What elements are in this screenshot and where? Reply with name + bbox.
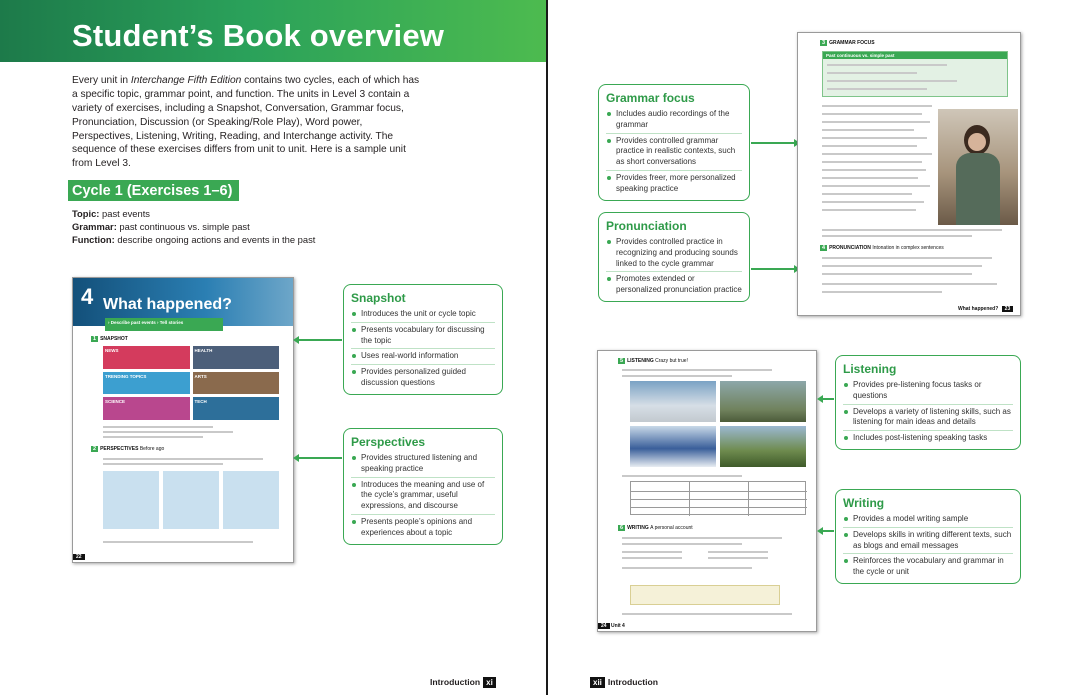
list-item: Presents vocabulary for discussing the topic [351,325,495,350]
pronunciation-title: Pronunciation [606,219,687,233]
perspectives-notes [103,471,279,529]
tile-health: HEALTH [193,346,280,369]
grammar-focus-list [606,109,742,195]
tile-tech: TECH [193,397,280,420]
unit-title: What happened? [103,296,232,313]
listening-page-footer: 24 Unit 4 [598,623,625,629]
list-item: Uses real-world information [351,351,495,365]
tile-news: NEWS [103,346,190,369]
list-item: Introduces the meaning and use of the cycle’s grammar, useful expressions, and discourse [351,480,495,515]
grammar-heading: 3 GRAMMAR FOCUS [822,40,875,46]
perspectives-title: Perspectives [351,435,426,449]
grammar-focus-callout [598,84,750,201]
listening-connector [822,398,834,400]
cycle-meta: Topic: past events Grammar: past continuous vs. simple past Function: describe ongoing actions and events in the past [72,208,316,245]
list-item: Presents people’s opinions and experiences about a topic [351,517,495,539]
listening-page-thumbnail [597,350,817,632]
right-footer-label: Introduction [607,677,659,687]
list-item: Promotes extended or personalized pronunciation practice [606,274,742,296]
right-page-number: xii [590,677,605,688]
topic-value: past events [102,208,150,219]
unit-snapshot-heading: 1 SNAPSHOT [93,336,128,342]
grammar-focus-connector [751,142,795,144]
right-footer [587,677,658,688]
intro-paragraph: Every unit in Interchange Fifth Edition contains two cycles, each of which has a specific topic, grammar point, and function. The units in Level 3 contain a variety of exercises, including a Snapshot, Conversation, Grammar focus, Pronunciation, Discussion (or Speaking/Role Play), Word power, Perspectives, Listening, Writing, Reading, and Interchange activity. The sequence of these exercises differs from unit to unit. Here is a sample unit from Level 3. [72,75,420,170]
pronunciation-heading: 4 PRONUNCIATION Intonation in complex sentences [822,245,944,251]
writing-list [843,514,1013,578]
list-item: Introduces the unit or cycle topic [351,309,495,323]
list-item: Includes post-listening speaking tasks [843,433,1013,444]
left-footer-label: Introduction [430,677,481,687]
writing-connector [822,530,834,532]
pronunciation-connector [751,268,795,270]
cycle-heading: Cycle 1 (Exercises 1–6) [68,180,239,201]
perspectives-callout [343,428,503,545]
list-item: Provides controlled practice in recognizing and producing sounds linked to the cycle grammar [606,237,742,272]
function-value: describe ongoing actions and events in the past [117,233,316,245]
grammar-focus-title: Grammar focus [606,91,695,105]
photo-woman-outdoors [720,381,806,422]
snapshot-callout [343,284,503,395]
listening-title: Listening [843,362,897,376]
pronunciation-callout [598,212,750,302]
unit-page-number: 22 [73,554,85,560]
page-spine [546,0,548,695]
list-item: Provides structured listening and speaking practice [351,453,495,478]
snapshot-list [351,309,495,389]
grammar-page-footer: What happened? 23 [958,306,1011,312]
list-item: Develops a variety of listening skills, such as listening for main ideas and details [843,407,1013,432]
grammar-value: past continuous vs. simple past [119,220,250,232]
writing-heading: 6 WRITING A personal account [620,525,693,531]
list-item: Provides freer, more personalized speaking practice [606,173,742,195]
list-item: Provides pre-listening focus tasks or questions [843,380,1013,405]
perspectives-connector [298,457,342,459]
left-footer [430,677,499,688]
list-item: Provides a model writing sample [843,514,1013,528]
grammar-box [822,51,1008,97]
snapshot-tiles [103,346,279,420]
tile-science: SCIENCE [103,397,190,420]
list-item: Provides controlled grammar practice in realistic contexts, such as short conversations [606,136,742,171]
listening-photos [630,381,806,467]
unit-perspectives-heading: 2 PERSPECTIVES Before ago [93,446,165,452]
unit-goals: › Describe past events › Tell stories [105,318,223,331]
unit-number: 4 [81,284,94,309]
snapshot-connector [298,339,342,341]
listening-table [630,481,806,515]
writing-callout [835,489,1021,584]
listening-list [843,380,1013,444]
listening-heading: 5 LISTENING Crazy but true! [620,358,688,364]
pronunciation-list [606,237,742,296]
tile-trending: TRENDING TOPICS [103,372,190,395]
perspectives-list [351,453,495,539]
book-name: Interchange Fifth Edition [130,75,242,86]
list-item: Develops skills in writing different texts, such as blogs and email messages [843,530,1013,555]
listening-callout [835,355,1021,450]
photo-snowmobile [630,426,716,467]
woman-photo [938,109,1018,225]
tile-arts: ARTS [193,372,280,395]
header-band [0,0,546,62]
page-title: Student’s Book overview [72,18,445,53]
left-page-number: xi [483,677,496,688]
list-item: Includes audio recordings of the grammar [606,109,742,134]
snapshot-title: Snapshot [351,291,406,305]
writing-sample [630,585,780,605]
writing-title: Writing [843,496,885,510]
grammar-box-title: Past continuous vs. simple past [823,52,1007,59]
unit-page-thumbnail [72,277,294,563]
list-item: Reinforces the vocabulary and grammar in the cycle or unit [843,556,1013,578]
grammar-page-thumbnail [797,32,1021,316]
photo-cow-field [720,426,806,467]
photo-plane-crash [630,381,716,422]
list-item: Provides personalized guided discussion questions [351,367,495,389]
